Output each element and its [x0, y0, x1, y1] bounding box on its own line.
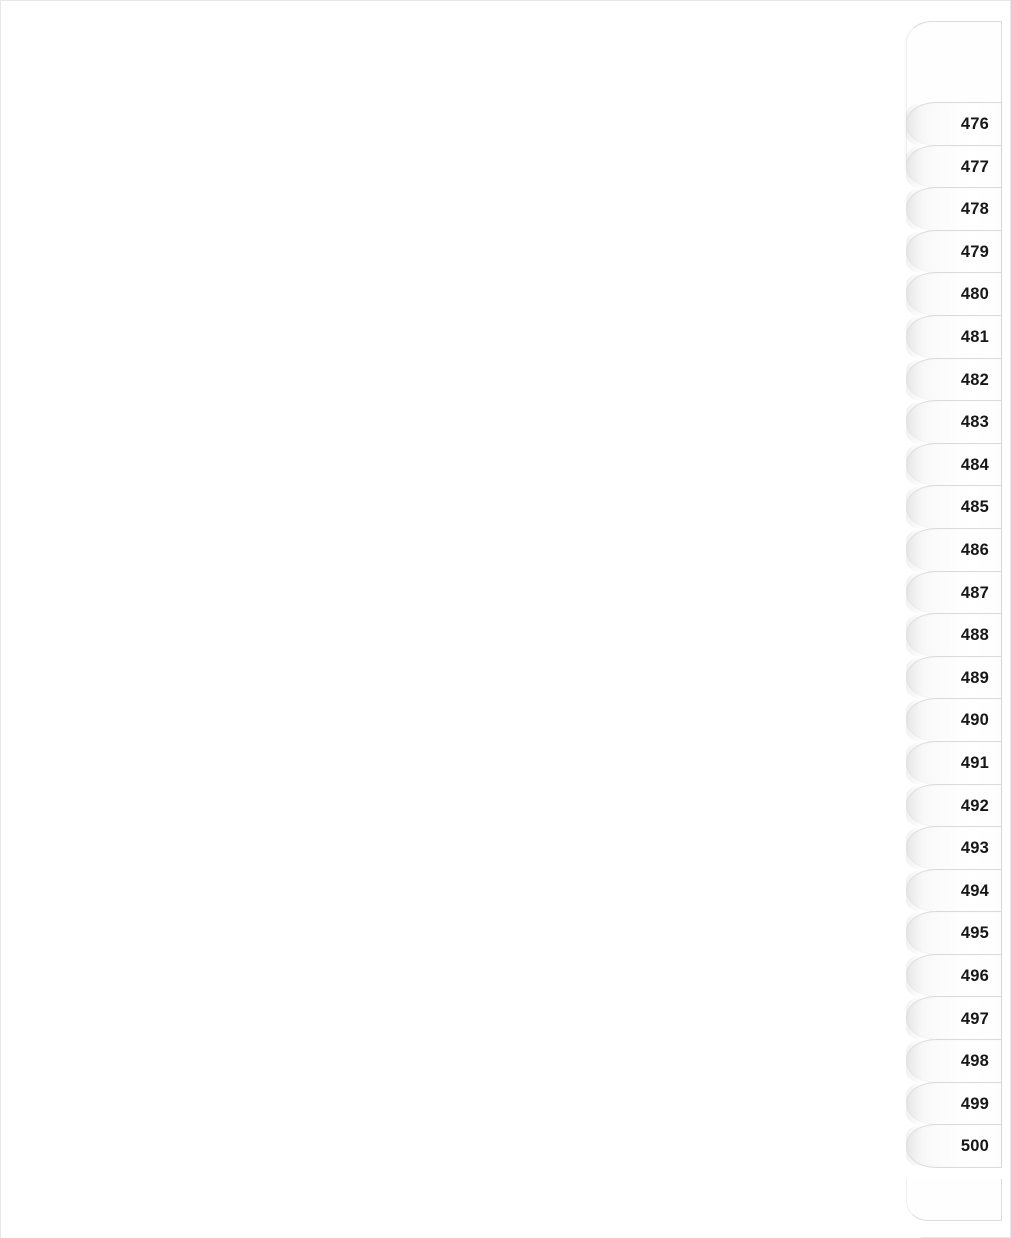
tab-label: 486 [960, 540, 989, 559]
tab-label: 484 [960, 455, 989, 474]
tab-item[interactable] [906, 400, 1002, 444]
tab-item[interactable] [906, 784, 1002, 828]
tab-item[interactable] [906, 826, 1002, 870]
tab-item[interactable] [906, 996, 1002, 1040]
tab-label: 488 [960, 626, 989, 645]
tab-item[interactable] [906, 528, 1002, 572]
tab-item[interactable] [906, 911, 1002, 955]
tab-item[interactable] [906, 613, 1002, 657]
tab-label: 481 [960, 328, 989, 347]
tab-item[interactable] [906, 485, 1002, 529]
tab-label: 498 [960, 1052, 989, 1071]
tab-label: 482 [960, 370, 989, 389]
tab-label: 499 [960, 1094, 989, 1113]
tab-strip [906, 21, 1002, 1221]
tab-label: 477 [960, 157, 989, 176]
tab-item[interactable] [906, 1082, 1002, 1126]
tab-label: 493 [960, 839, 989, 858]
tab-item[interactable] [906, 315, 1002, 359]
tab-label: 500 [960, 1136, 989, 1155]
tab-label: 479 [960, 242, 989, 261]
tab-item[interactable] [906, 698, 1002, 742]
tab-item[interactable] [906, 102, 1002, 146]
tab-label: 476 [960, 115, 989, 134]
tab-item[interactable] [906, 869, 1002, 913]
tab-item[interactable] [906, 145, 1002, 189]
tab-label: 478 [960, 200, 989, 219]
tab-list [906, 103, 1002, 1168]
tab-label: 496 [960, 966, 989, 985]
tab-item[interactable] [906, 187, 1002, 231]
tab-label: 494 [960, 881, 989, 900]
tab-item[interactable] [906, 443, 1002, 487]
tab-item[interactable] [906, 1039, 1002, 1083]
tab-item[interactable] [906, 230, 1002, 274]
tab-item[interactable] [906, 1124, 1002, 1168]
tab-label: 497 [960, 1009, 989, 1028]
tab-label: 491 [960, 753, 989, 772]
tab-label: 480 [960, 285, 989, 304]
tab-item[interactable] [906, 571, 1002, 615]
tab-lobe-bottom [906, 1179, 1002, 1221]
tab-label: 483 [960, 413, 989, 432]
tab-item[interactable] [906, 272, 1002, 316]
tab-item[interactable] [906, 358, 1002, 402]
sheet-blank-body [1, 1, 921, 1238]
tab-label: 495 [960, 924, 989, 943]
tab-item[interactable] [906, 656, 1002, 700]
tab-item[interactable] [906, 954, 1002, 998]
tab-label: 490 [960, 711, 989, 730]
tab-label: 487 [960, 583, 989, 602]
tab-label: 485 [960, 498, 989, 517]
blank-content-area [41, 41, 881, 1191]
tab-label: 492 [960, 796, 989, 815]
tab-item[interactable] [906, 741, 1002, 785]
tab-label: 489 [960, 668, 989, 687]
